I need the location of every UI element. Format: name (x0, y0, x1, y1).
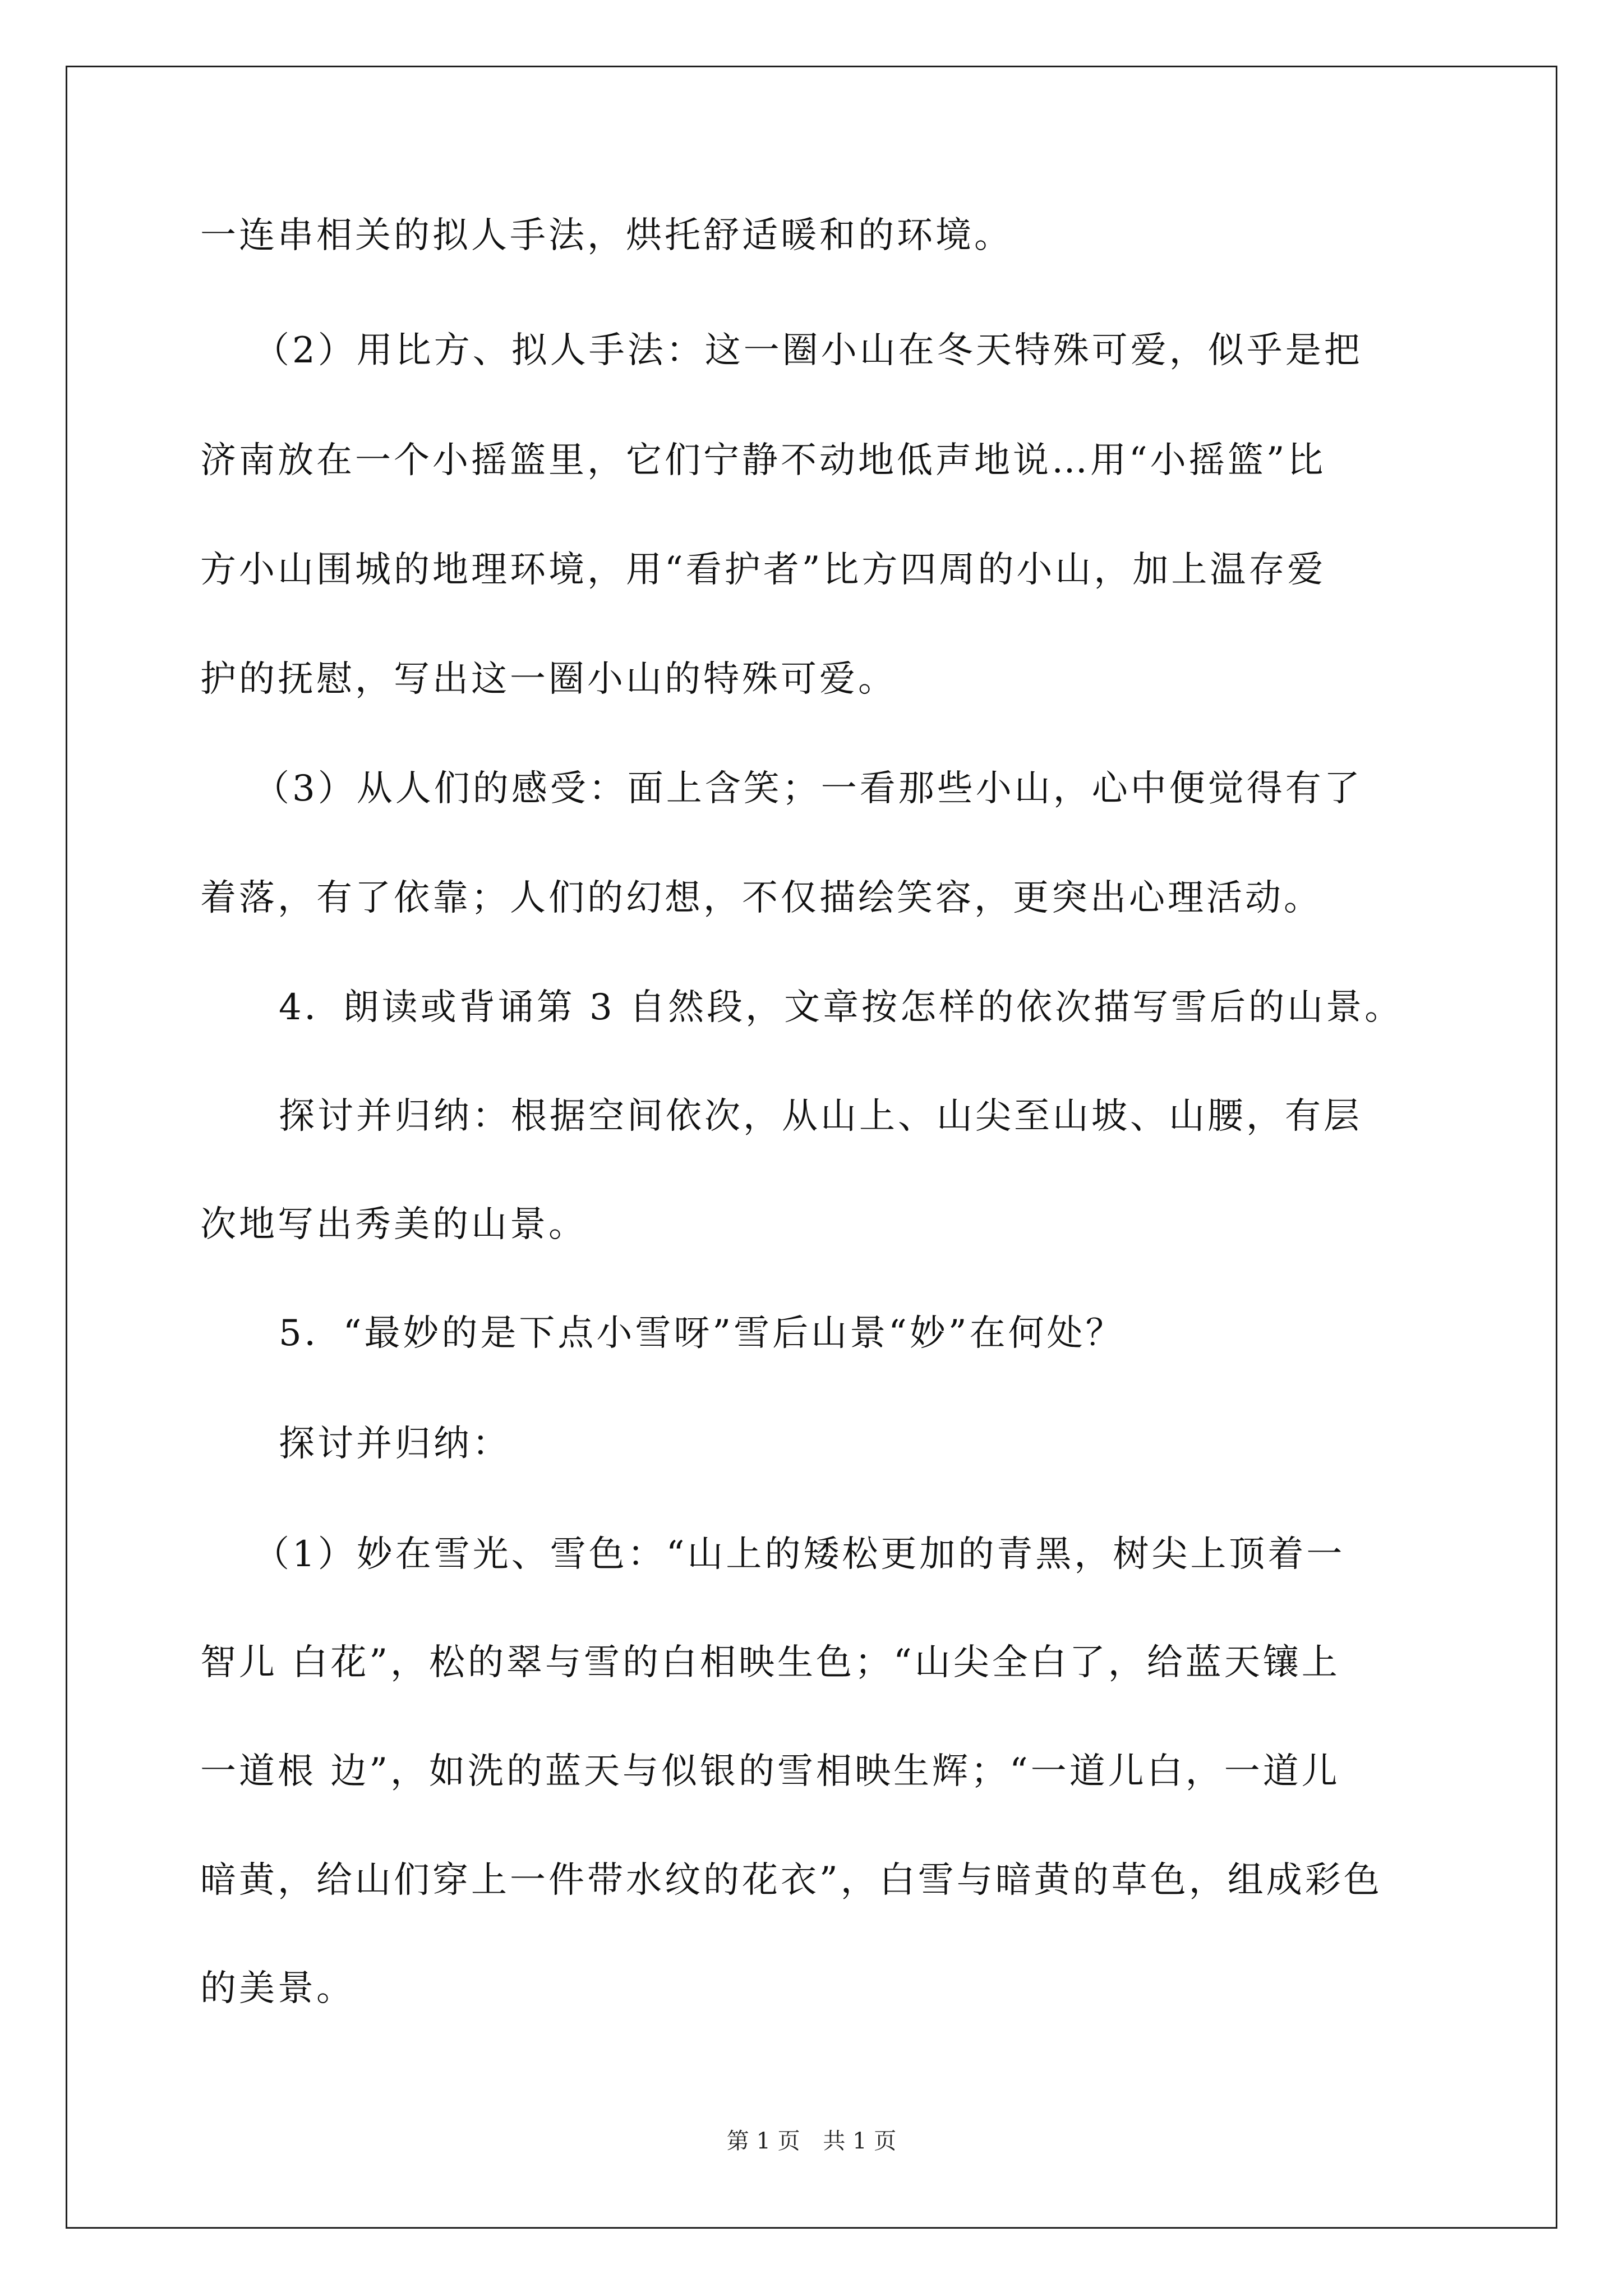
text-line: 济南放在一个小摇篮里，它们宁静不动地低声地说…用“小摇篮”比 (200, 440, 1326, 481)
text-line: 一连串相关的拟人手法，烘托舒适暖和的环境。 (200, 215, 1013, 256)
text-line: 的美景。 (200, 1968, 355, 2009)
text-line: 5．“最妙的是下点小雪呀”雪后山景“妙”在何处？ (279, 1313, 1124, 1354)
page-total: 共 1 页 (823, 2128, 897, 2154)
text-line: 探讨并归纳：根据空间依次，从山上、山尖至山坡、山腰，有层 (279, 1096, 1362, 1137)
text-line: 暗黄，给山们穿上一件带水纹的花衣”，白雪与暗黄的草色，组成彩色 (200, 1860, 1382, 1901)
text-line: 次地写出秀美的山景。 (200, 1204, 587, 1245)
text-line: （3）从人们的感受：面上含笑；一看那些小山，心中便觉得有了 (253, 768, 1363, 809)
text-line: 4．朗读或背诵第 3 自然段，文章按怎样的依次描写雪后的山景。 (279, 987, 1404, 1028)
page-footer (0, 2127, 1623, 2155)
text-line: 着落，有了依靠；人们的幻想，不仅描绘笑容，更突出心理活动。 (200, 877, 1322, 919)
text-line: （2）用比方、拟人手法：这一圈小山在冬天特殊可爱，似乎是把 (253, 330, 1363, 371)
page-border (66, 66, 1557, 2229)
text-line: 方小山围城的地理环境，用“看护者”比方四周的小山，加上温存爱 (200, 549, 1326, 591)
text-line: 探讨并归纳： (279, 1423, 511, 1465)
text-line: 智儿 白花”，松的翠与雪的白相映生色；“山尖全白了，给蓝天镶上 (200, 1642, 1340, 1683)
text-line: 一道根 边”，如洗的蓝天与似银的雪相映生辉；“一道儿白，一道儿 (200, 1751, 1340, 1792)
text-line: 护的抚慰，写出这一圈小山的特殊可爱。 (200, 659, 897, 700)
page-number: 第 1 页 (726, 2128, 800, 2154)
text-line: （1）妙在雪光、雪色：“山上的矮松更加的青黑，树尖上顶着一 (253, 1534, 1345, 1575)
